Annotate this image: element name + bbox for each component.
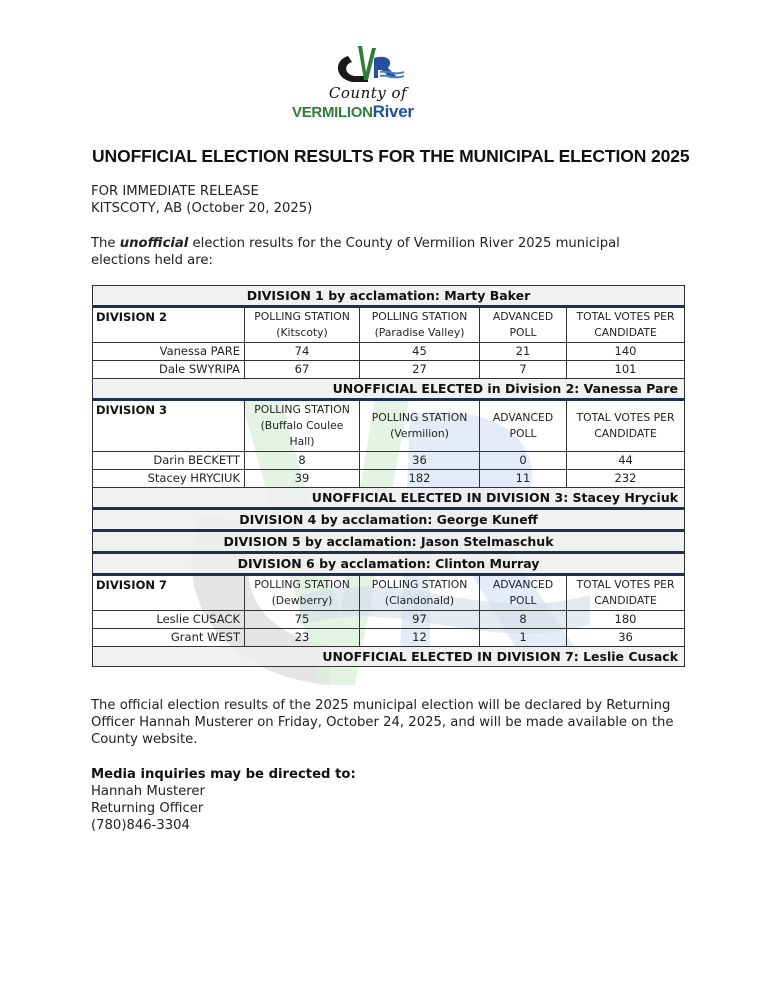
division-3-elected: UNOFFICIAL ELECTED IN DIVISION 3: Stacey Hryciuk [93, 488, 685, 509]
division-1-acclamation: DIVISION 1 by acclamation: Marty Baker [93, 286, 685, 307]
column-header: TOTAL VOTES PER CANDIDATE [567, 575, 685, 611]
vote-cell: 74 [245, 343, 360, 361]
division-5-banner [93, 531, 685, 553]
table-row [93, 452, 685, 470]
division-2-elected-row [93, 379, 685, 400]
intro-paragraph [91, 235, 681, 269]
logo-wordmark [292, 102, 442, 122]
vote-cell: 67 [245, 361, 360, 379]
column-header: ADVANCED POLL [480, 400, 567, 452]
candidate-name: Stacey HRYCIUK [93, 470, 245, 488]
logo-county-of: County of [328, 84, 408, 102]
division-2-label: DIVISION 2 [93, 307, 245, 343]
total-cell: 36 [567, 629, 685, 647]
division-7-elected-row [93, 647, 685, 667]
division-4-acclamation: DIVISION 4 by acclamation: George Kuneff [93, 509, 685, 531]
division-3-elected-row [93, 488, 685, 509]
column-header: POLLING STATION (Kitscoty) [245, 307, 360, 343]
intro-prefix: The [91, 236, 120, 251]
vote-cell: 45 [360, 343, 480, 361]
logo-vermilion: VERMILION [292, 104, 373, 121]
closing-paragraph: The official election results of the 2025 municipal election will be declared by Returning Officer Hannah Musterer on Friday, October 24, 2025, and will be made available on the County website. [91, 698, 674, 747]
table-row [93, 470, 685, 488]
logo-river: River [372, 102, 414, 121]
table-row [93, 361, 685, 379]
total-cell: 44 [567, 452, 685, 470]
county-logo [290, 42, 440, 122]
total-cell: 140 [567, 343, 685, 361]
total-cell: 232 [567, 470, 685, 488]
candidate-name: Dale SWYRIPA [93, 361, 245, 379]
division-3-label: DIVISION 3 [93, 400, 245, 452]
vote-cell: 23 [245, 629, 360, 647]
table-row [93, 343, 685, 361]
total-cell: 101 [567, 361, 685, 379]
table-row [93, 611, 685, 629]
column-header: TOTAL VOTES PER CANDIDATE [567, 307, 685, 343]
release-dateline: KITSCOTY, AB (October 20, 2025) [91, 201, 313, 216]
vote-cell: 97 [360, 611, 480, 629]
vote-cell: 182 [360, 470, 480, 488]
division-2-header-row [93, 307, 685, 343]
column-header: ADVANCED POLL [480, 575, 567, 611]
candidate-name: Darin BECKETT [93, 452, 245, 470]
division-7-elected: UNOFFICIAL ELECTED IN DIVISION 7: Leslie Cusack [93, 647, 685, 667]
division-7-label: DIVISION 7 [93, 575, 245, 611]
contact-phone: (780)846-3304 [91, 818, 190, 833]
contact-role: Returning Officer [91, 801, 204, 816]
vote-cell: 27 [360, 361, 480, 379]
intro-suffix: election results for the County of Vermilion River 2025 municipal elections held are: [91, 236, 620, 268]
vote-cell: 12 [360, 629, 480, 647]
division-2-elected: UNOFFICIAL ELECTED in Division 2: Vanessa Pare [93, 379, 685, 400]
page-title: UNOFFICIAL ELECTION RESULTS FOR THE MUNICIPAL ELECTION 2025 [92, 146, 690, 166]
release-info [91, 183, 312, 217]
candidate-name: Vanessa PARE [93, 343, 245, 361]
intro-emphasis: unofficial [119, 236, 189, 251]
vote-cell: 21 [480, 343, 567, 361]
release-label: FOR IMMEDIATE RELEASE [91, 184, 259, 199]
vote-cell: 8 [480, 611, 567, 629]
candidate-name: Leslie CUSACK [93, 611, 245, 629]
division-1-banner [93, 286, 685, 307]
division-7-header-row [93, 575, 685, 611]
column-header: POLLING STATION (Paradise Valley) [360, 307, 480, 343]
division-6-banner [93, 553, 685, 575]
vote-cell: 7 [480, 361, 567, 379]
column-header: POLLING STATION (Buffalo Coulee Hall) [245, 400, 360, 452]
column-header: ADVANCED POLL [480, 307, 567, 343]
column-header: POLLING STATION (Clandonald) [360, 575, 480, 611]
table-row [93, 629, 685, 647]
division-5-acclamation: DIVISION 5 by acclamation: Jason Stelmaschuk [93, 531, 685, 553]
division-4-banner [93, 509, 685, 531]
column-header: POLLING STATION (Vermilion) [360, 400, 480, 452]
vote-cell: 11 [480, 470, 567, 488]
division-6-acclamation: DIVISION 6 by acclamation: Clinton Murray [93, 553, 685, 575]
county-logo-mark-icon [328, 42, 408, 88]
division-3-header-row [93, 400, 685, 452]
contact-name: Hannah Musterer [91, 784, 205, 799]
contact-heading: Media inquiries may be directed to: [91, 767, 356, 782]
vote-cell: 8 [245, 452, 360, 470]
candidate-name: Grant WEST [93, 629, 245, 647]
column-header: TOTAL VOTES PER CANDIDATE [567, 400, 685, 452]
vote-cell: 75 [245, 611, 360, 629]
media-contact [91, 766, 356, 834]
election-results-table [92, 285, 685, 667]
vote-cell: 0 [480, 452, 567, 470]
vote-cell: 36 [360, 452, 480, 470]
total-cell: 180 [567, 611, 685, 629]
vote-cell: 39 [245, 470, 360, 488]
vote-cell: 1 [480, 629, 567, 647]
column-header: POLLING STATION (Dewberry) [245, 575, 360, 611]
